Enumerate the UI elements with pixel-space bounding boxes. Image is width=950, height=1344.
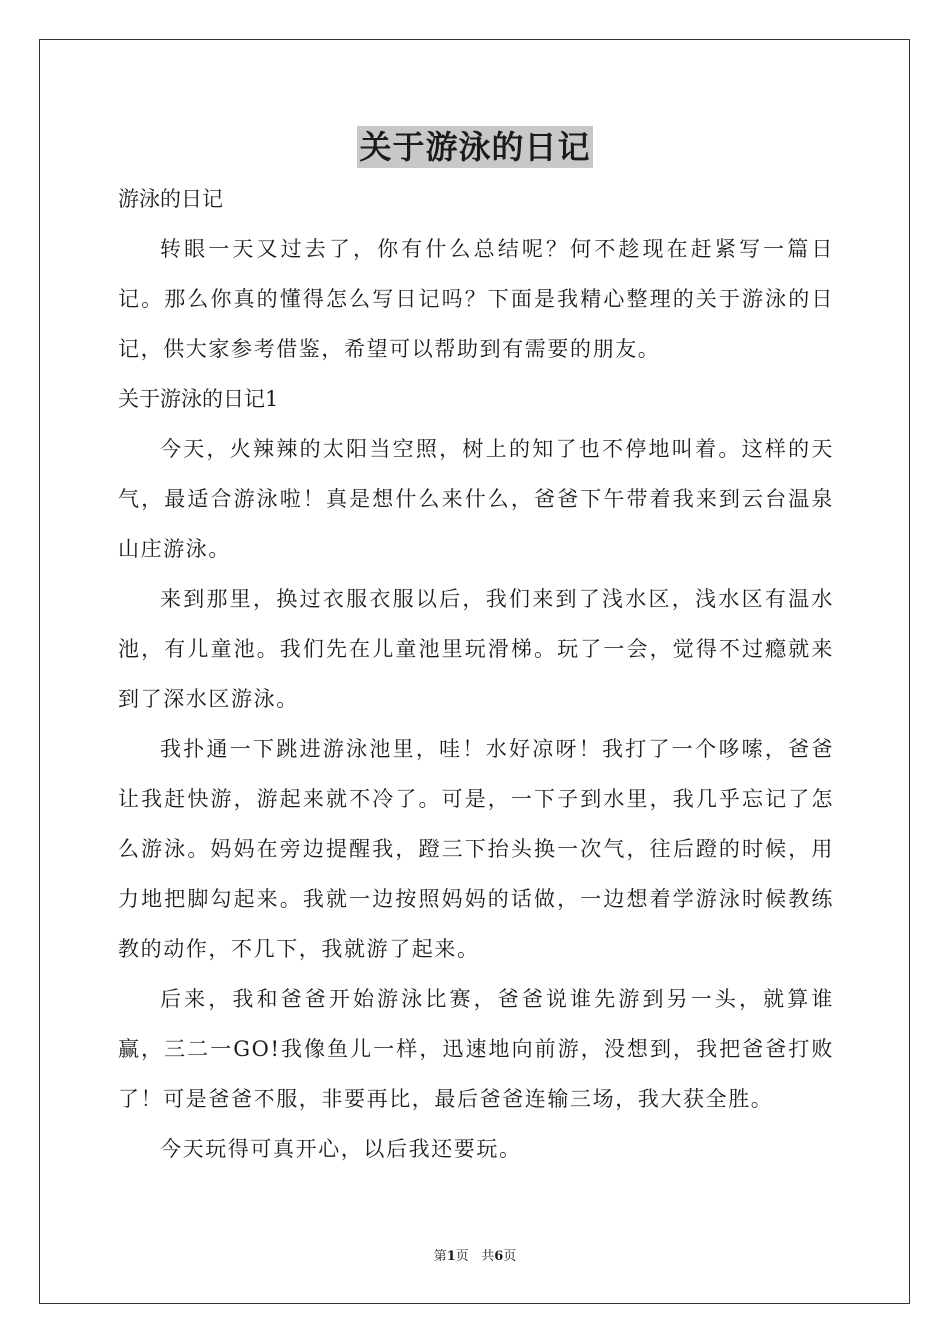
document-body [118,174,834,1174]
title-container [0,126,950,168]
section-heading: 关于游泳的日记1 [118,387,279,411]
body-paragraph-2: 来到那里，换过衣服衣服以后，我们来到了浅水区，浅水区有温水池，有儿童池。我们先在儿童池里玩滑梯。玩了一会，觉得不过瘾就来到了深水区游泳。 [118,587,834,711]
page-prefix: 第 [433,1249,447,1264]
document-title: 关于游泳的日记 [359,128,591,166]
intro-paragraph: 转眼一天又过去了，你有什么总结呢？何不趁现在赶紧写一篇日记。那么你真的懂得怎么写日记吗？下面是我精心整理的关于游泳的日记，供大家参考借鉴，希望可以帮助到有需要的朋友。 [118,237,834,361]
subtitle: 游泳的日记 [118,187,223,211]
page-unit: 页 [455,1249,469,1264]
page-current: 1 [446,1249,456,1264]
total-prefix: 共 [481,1249,495,1264]
body-paragraph-3: 我扑通一下跳进游泳池里，哇！水好凉呀！我打了一个哆嗦，爸爸让我赶快游，游起来就不冷了。可是，一下子到水里，我几乎忘记了怎么游泳。妈妈在旁边提醒我，蹬三下抬头换一次气，往后蹬的时候，用力地把脚勾起来。我就一边按照妈妈的话做，一边想着学游泳时候教练教的动作，不几下，我就游了起来。 [118,737,834,961]
page-total: 6 [494,1249,504,1264]
body-paragraph-4: 后来，我和爸爸开始游泳比赛，爸爸说谁先游到另一头，就算谁赢，三二一GO!我像鱼儿一样，迅速地向前游，没想到，我把爸爸打败了！可是爸爸不服，非要再比，最后爸爸连输三场，我大获全胜。 [118,987,834,1111]
page-footer [0,1248,950,1266]
total-unit: 页 [503,1249,517,1264]
body-paragraph-1: 今天，火辣辣的太阳当空照，树上的知了也不停地叫着。这样的天气，最适合游泳啦！真是想什么来什么，爸爸下午带着我来到云台温泉山庄游泳。 [118,437,834,561]
body-paragraph-5: 今天玩得可真开心，以后我还要玩。 [160,1137,522,1161]
